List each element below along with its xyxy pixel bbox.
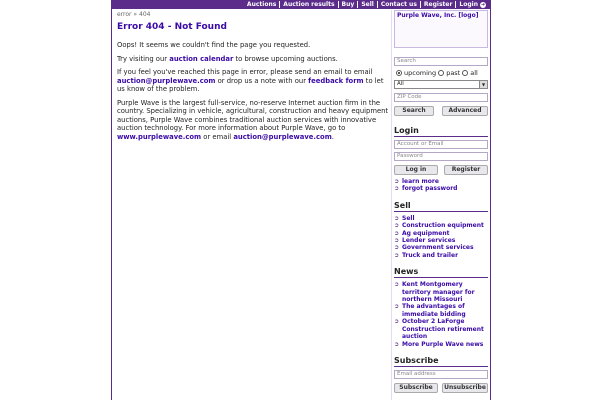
nav-auction-results[interactable]: Auction results [279, 1, 337, 8]
text: or drop us a note with our [215, 76, 309, 85]
list-item [394, 230, 492, 237]
paragraph-calendar [117, 55, 389, 64]
sell-links [394, 215, 492, 259]
radio-label-upcoming: upcoming [404, 69, 437, 77]
logo[interactable]: Purple Wave, Inc. [logo] [394, 10, 488, 48]
construction-equipment-link[interactable]: Construction equipment [402, 222, 484, 230]
radio-label-all: all [470, 69, 478, 77]
paragraph-error-contact [117, 68, 389, 94]
category-select[interactable] [394, 80, 488, 89]
main-content [117, 11, 389, 146]
breadcrumb: error » 404 [117, 11, 151, 18]
login-title: Login [394, 126, 488, 137]
nav-login-label: Login [459, 1, 478, 8]
truck-and-trailer-link[interactable]: Truck and trailer [402, 251, 459, 259]
search-buttons [394, 106, 488, 116]
register-button[interactable]: Register [444, 165, 488, 175]
learn-more-link[interactable]: learn more [402, 178, 439, 185]
nav-buy[interactable]: Buy [338, 1, 358, 8]
website-link[interactable]: www.purplewave.com [117, 132, 202, 141]
nav-contact-us[interactable]: Contact us [377, 1, 420, 8]
chevron-down-icon: ▼ [479, 81, 487, 88]
text: If you feel you've reached this page in error, please send an email to email [117, 68, 373, 76]
arrow-bullet-icon: ➲ [394, 214, 400, 222]
account-email-input[interactable]: Account or Email [394, 140, 488, 149]
list-item [394, 252, 492, 259]
category-select-value: All [397, 81, 404, 87]
radio-all[interactable] [462, 70, 468, 76]
text: Try visiting our [117, 54, 170, 63]
login-button[interactable]: Log in [394, 165, 438, 175]
news-link-laforge-auction[interactable]: October 2 LaForge Construction retirement auction [402, 318, 484, 341]
radio-past[interactable] [438, 70, 444, 76]
arrow-bullet-icon: ➲ [394, 185, 400, 193]
auction-filter-radios [394, 69, 492, 77]
text: Purple Wave is the largest full-service, no-reserve Internet auction firm in the country. Specializing in vehicle, agricultural, construction and heavy equipment auctions, Purple Wave combines traditional auction services with innovative auction technology. For more information about Purple Wave, go to [117, 98, 389, 132]
subscribe-buttons [394, 383, 488, 393]
arrow-bullet-icon: ➲ [394, 222, 400, 230]
list-item [394, 303, 492, 318]
top-bar [112, 0, 490, 9]
login-arrow-icon: ➜ [480, 2, 486, 8]
arrow-bullet-icon: ➲ [394, 318, 400, 326]
list-item [394, 222, 492, 229]
subscribe-button[interactable]: Subscribe [394, 383, 438, 393]
text: to let us know of the problem. [117, 76, 384, 93]
paragraph-oops: Oops! It seems we couldn't find the page you requested. [117, 41, 311, 49]
nav-register[interactable]: Register [420, 1, 456, 8]
subscribe-title: Subscribe [394, 356, 488, 367]
paragraph-about [117, 99, 389, 142]
radio-upcoming[interactable] [396, 70, 402, 76]
list-item [394, 185, 492, 192]
arrow-bullet-icon: ➲ [394, 303, 400, 311]
list-item [394, 281, 492, 303]
sidebar [391, 10, 492, 400]
page-frame [111, 0, 491, 400]
arrow-bullet-icon: ➲ [394, 340, 400, 348]
sell-link[interactable]: Sell [402, 214, 415, 222]
unsubscribe-button[interactable]: Unsubscribe [442, 383, 488, 393]
search-button[interactable]: Search [394, 106, 434, 116]
list-item [394, 244, 492, 251]
arrow-bullet-icon: ➲ [394, 237, 400, 245]
news-link-territory-manager[interactable]: Kent Montgomery territory manager for northern Missouri [402, 281, 475, 304]
email-link[interactable]: auction@purplewave.com [117, 76, 216, 85]
email-link-2[interactable]: auction@purplewave.com [233, 132, 332, 141]
page-title: Error 404 - Not Found [117, 22, 227, 32]
list-item [394, 178, 492, 185]
arrow-bullet-icon: ➲ [394, 244, 400, 252]
nav-sell[interactable]: Sell [357, 1, 377, 8]
login-links [394, 178, 492, 193]
forgot-password-link[interactable]: forgot password [402, 185, 458, 193]
nav-login[interactable] [455, 1, 489, 8]
list-item [394, 318, 492, 340]
arrow-bullet-icon: ➲ [394, 281, 400, 289]
arrow-bullet-icon: ➲ [394, 251, 400, 259]
news-title: News [394, 267, 488, 278]
list-item [394, 237, 492, 244]
more-news-link[interactable]: More Purple Wave news [402, 340, 484, 348]
news-link-immediate-bidding[interactable]: The advantages of immediate bidding [402, 303, 466, 318]
list-item [394, 341, 492, 348]
sell-title: Sell [394, 201, 488, 212]
ag-equipment-link[interactable]: Ag equipment [402, 229, 450, 237]
government-services-link[interactable]: Government services [402, 244, 474, 252]
arrow-bullet-icon: ➲ [394, 229, 400, 237]
news-links [394, 281, 492, 348]
lender-services-link[interactable]: Lender services [402, 237, 456, 245]
nav-auctions[interactable]: Auctions [246, 1, 277, 8]
auction-calendar-link[interactable]: auction calendar [169, 54, 234, 63]
text: to browse upcoming auctions. [233, 54, 338, 63]
search-input[interactable]: Search [394, 57, 488, 66]
radio-label-past: past [446, 69, 461, 77]
arrow-bullet-icon: ➲ [394, 178, 400, 185]
password-input[interactable]: Password [394, 152, 488, 161]
login-buttons [394, 165, 488, 175]
advanced-search-button[interactable]: Advanced [442, 106, 488, 116]
zip-code-input[interactable]: ZIP Code [394, 93, 488, 102]
list-item [394, 215, 492, 222]
text: . [331, 132, 334, 141]
feedback-form-link[interactable]: feedback form [308, 76, 364, 85]
subscribe-email-input[interactable]: Email address [394, 370, 488, 379]
text: or email [201, 132, 234, 141]
top-nav [244, 0, 489, 9]
